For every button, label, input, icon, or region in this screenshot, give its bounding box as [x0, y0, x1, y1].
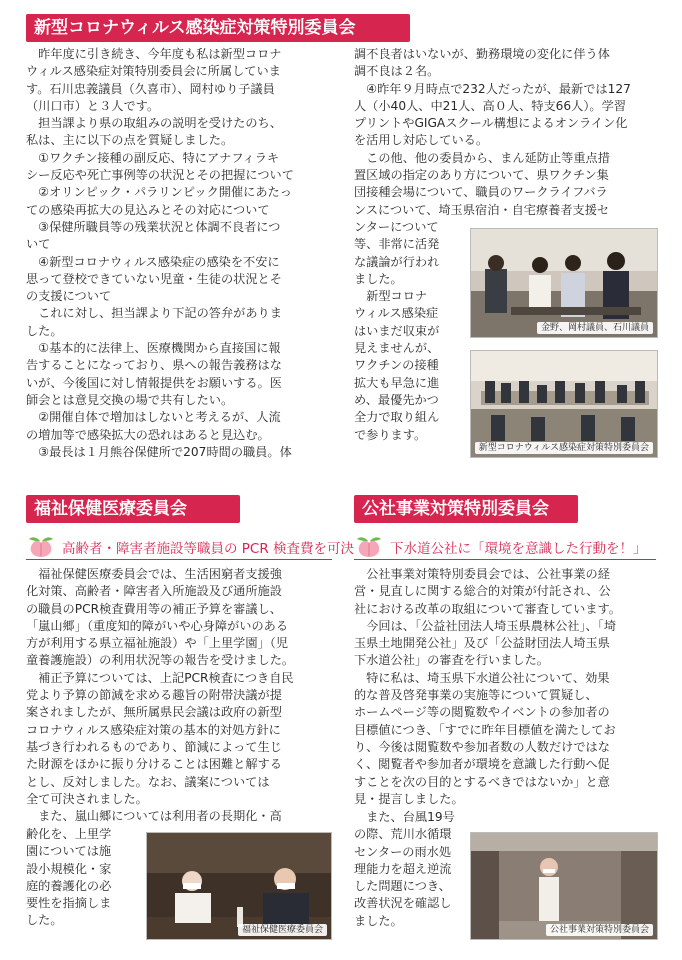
text-line: 昨年度に引き続き、今年度も私は新型コロナ	[26, 47, 282, 61]
text-line: め、最優先かつ	[354, 392, 439, 407]
text-line: 調不良者はいないが、勤務環境の変化に伴う体	[354, 47, 610, 61]
text-line: 担当課より県の取組みの説明を受けたのち、	[26, 116, 282, 131]
text-line: 玉県土地開発公社」及び「公益財団法人埼玉県	[354, 636, 610, 651]
peach-icon	[354, 535, 384, 559]
text-line: ての感染再拡大の見込みとその対応について	[26, 202, 270, 217]
text-line: く、閲覧者や参加者が環境を意識した行動へ促	[354, 757, 610, 772]
text-line: の職員のPCR検査費用等の補正予算を審議し、	[26, 601, 282, 616]
peach-icon	[26, 535, 56, 559]
text-line: 等、非常に活発	[354, 237, 440, 252]
text-line: また、嵐山郷については利用者の長期化・高	[26, 809, 282, 824]
text-line: を活用し対応している。	[354, 133, 489, 148]
text-line: 置区域の指定のあり方について、県ワクチン集	[354, 168, 609, 183]
corona-right-column	[354, 46, 656, 219]
welfare-body-text	[26, 566, 332, 825]
text-line: 「嵐山郷」（重度知的障がいや心身障がいのある	[26, 618, 289, 633]
text-line: 拡大も早急に進	[354, 375, 440, 390]
corona-left-column	[26, 46, 332, 461]
text-line: また、台風19号	[354, 810, 455, 824]
text-line: すことを次の目的とするべきではないか」と意	[354, 774, 610, 789]
public-body-text	[354, 566, 656, 808]
text-line: いて	[26, 237, 51, 252]
text-line: 見えませんが、	[354, 341, 440, 356]
public-committee-title: 公社事業対策特別委員会	[354, 495, 578, 523]
text-line: 全力で取り組ん	[354, 410, 440, 425]
text-line: 園については施	[26, 844, 112, 859]
text-line: 調不良は２名。	[354, 64, 440, 79]
text-line: の支援について	[26, 289, 112, 304]
text-line: 特に私は、埼玉県下水道公社について、効果	[354, 670, 610, 685]
text-line: ④昨年９月時点で232人だったが、最新では127	[354, 81, 631, 96]
welfare-wrap-text	[26, 826, 138, 930]
corona-committee-title: 新型コロナウィルス感染症対策特別委員会	[26, 14, 410, 42]
text-line: この他、他の委員から、まん延防止等重点措	[354, 150, 610, 165]
welfare-subheading-text: 高齢者・障害者施設等職員の PCR 検査費を可決	[62, 540, 355, 557]
text-line: ①基本的に法律上、医療機関から直接国に報	[26, 341, 281, 356]
text-line: 告することになっており、県への報告義務はな	[26, 358, 282, 373]
text-line: シー反応や死亡事例等の状況とその把握について	[26, 168, 294, 183]
text-line: 団接種会場について、職員のワークライフバラ	[354, 185, 608, 200]
text-line: ました。	[354, 271, 403, 286]
text-line: で参ります。	[354, 427, 427, 442]
committee-photo-2-caption: 新型コロナウィルス感染症対策特別委員会	[475, 442, 653, 454]
text-line: した問題につき、	[354, 879, 451, 894]
text-line: 化対策、高齢者・障害者入所施設及び通所施設	[26, 584, 282, 599]
text-line: 理能力を超え逆流	[354, 861, 452, 876]
text-line: これに対し、担当課より下記の答弁がありま	[26, 306, 282, 321]
text-line: 社における改革の取組について審査しています。	[354, 601, 621, 616]
welfare-committee-title: 福祉保健医療委員会	[26, 495, 240, 523]
public-committee-photo-caption: 公社事業対策特別委員会	[546, 924, 653, 936]
text-line: ウィルス感染症対策特別委員会に所属していま	[26, 64, 281, 79]
text-line: 見・提言しました。	[354, 791, 464, 806]
text-line: 基づき行われるものであり、節減によって生じ	[26, 739, 282, 754]
text-line: ホームページ等の閲覧数やイベントの参加者の	[354, 705, 610, 720]
text-line: 思って登校できていない児童・生徒の状況とそ	[26, 271, 282, 286]
text-line: す。石川忠義議員（久喜市）、岡村ゆり子議員	[26, 81, 275, 96]
text-line: 新型コロナ	[354, 289, 428, 304]
public-subheading	[354, 534, 656, 560]
text-line: センターの雨水処	[354, 844, 452, 859]
text-line: ①ワクチン接種の副反応、特にアナフィラキ	[26, 150, 280, 165]
text-line: り、今後は閲覧数や参加者数の人数だけではな	[354, 739, 610, 754]
welfare-committee-photo-caption: 福祉保健医療委員会	[238, 924, 327, 936]
public-committee-photo	[470, 832, 658, 940]
committee-photo-2	[470, 350, 658, 458]
text-line: 人（小40人、中21人、高０人、特支66人）。学習	[354, 98, 626, 113]
text-line: 要性を指摘しま	[26, 896, 112, 911]
text-line: 齢化を、上里学	[26, 827, 112, 841]
text-line: 方が利用する県立福祉施設）や「上里学園」（児	[26, 636, 289, 651]
text-line: とし、反対しました。なお、議案については	[26, 774, 270, 789]
text-line: 的な普及啓発事業の実施等について質疑し、	[354, 688, 598, 703]
welfare-subheading	[26, 534, 355, 560]
text-line: ②開催自体で増加はしないと考えるが、人流	[26, 410, 281, 425]
text-line: ました。	[354, 913, 403, 928]
public-subheading-text: 下水道公社に「環境を意識した行動を！」	[390, 540, 647, 557]
text-line: （川口市）と３人です。	[26, 98, 160, 113]
public-wrap-text	[354, 809, 474, 930]
text-line: 師会とは意見交換の場で共有したい。	[26, 392, 234, 407]
text-line: 庭的養護化の必	[26, 878, 112, 893]
text-line: ④新型コロナウィルス感染症の感染を不安に	[26, 254, 280, 269]
committee-photo-1	[470, 228, 658, 338]
text-line: 下水道公社」の審査を行いました。	[354, 653, 549, 668]
text-line: た財源をほかに振り分けることは困難と解する	[26, 757, 282, 772]
text-line: 設小規模化・家	[26, 861, 112, 876]
committee-photo-1-caption: 金野、岡村議員、石川議員	[537, 322, 653, 334]
text-line: 営・見直しに関する総合的対策が付託され、公	[354, 584, 611, 599]
text-line: 改善状況を確認し	[354, 896, 452, 911]
text-line: の際、荒川水循環	[354, 827, 452, 842]
text-line: 公社事業対策特別委員会では、公社事業の経	[354, 567, 610, 581]
text-line: 目標値につき、「すでに昨年目標値を満たしてお	[354, 722, 616, 737]
text-line: コロナウィルス感染症対策の基本的対処方針に	[26, 722, 281, 737]
text-line: 童養護施設）の利用状況等の報告を受けました。	[26, 653, 295, 668]
text-line: 党より予算の節減を求める趣旨の附帯決議が提	[26, 688, 282, 703]
text-line: はいまだ収束が	[354, 323, 440, 338]
welfare-committee-photo	[146, 832, 332, 940]
text-line: ②オリンピック・パラリンピック開催にあたっ	[26, 185, 292, 200]
text-line: ワクチンの接種	[354, 358, 439, 373]
text-line: 私は、主に以下の点を質疑しました。	[26, 133, 234, 148]
text-line: ンスについて、埼玉県宿泊・自宅療養者支援セ	[354, 202, 610, 217]
text-line: 全て可決されました。	[26, 791, 148, 806]
text-line: した。	[26, 323, 63, 338]
text-line: した。	[26, 913, 63, 928]
corona-right-wrap-text	[354, 219, 466, 444]
text-line: ウィルス感染症	[354, 306, 439, 321]
text-line: の増加等で感染拡大の恐れはあると見込む。	[26, 427, 270, 442]
text-line: 補正予算については、上記PCR検査につき自民	[26, 670, 294, 685]
text-line: 今回は、「公益社団法人埼玉県農林公社」、「埼	[354, 618, 617, 633]
text-line: 案されましたが、無所属県民会議は政府の新型	[26, 705, 282, 720]
text-line: プリントやGIGAスクール構想によるオンライン化	[354, 116, 628, 131]
text-line: 福祉保健医療委員会では、生活困窮者支援強	[26, 567, 282, 581]
text-line: いが、今後国に対し情報提供をお願いする。医	[26, 375, 282, 390]
text-line: ③保健所職員等の残業状況と体調不良者につ	[26, 219, 281, 234]
text-line: な議論が行われ	[354, 254, 440, 269]
text-line: ③最長は１月熊谷保健所で207時間の職員。体	[26, 444, 292, 459]
text-line: ンターについて	[354, 220, 439, 234]
